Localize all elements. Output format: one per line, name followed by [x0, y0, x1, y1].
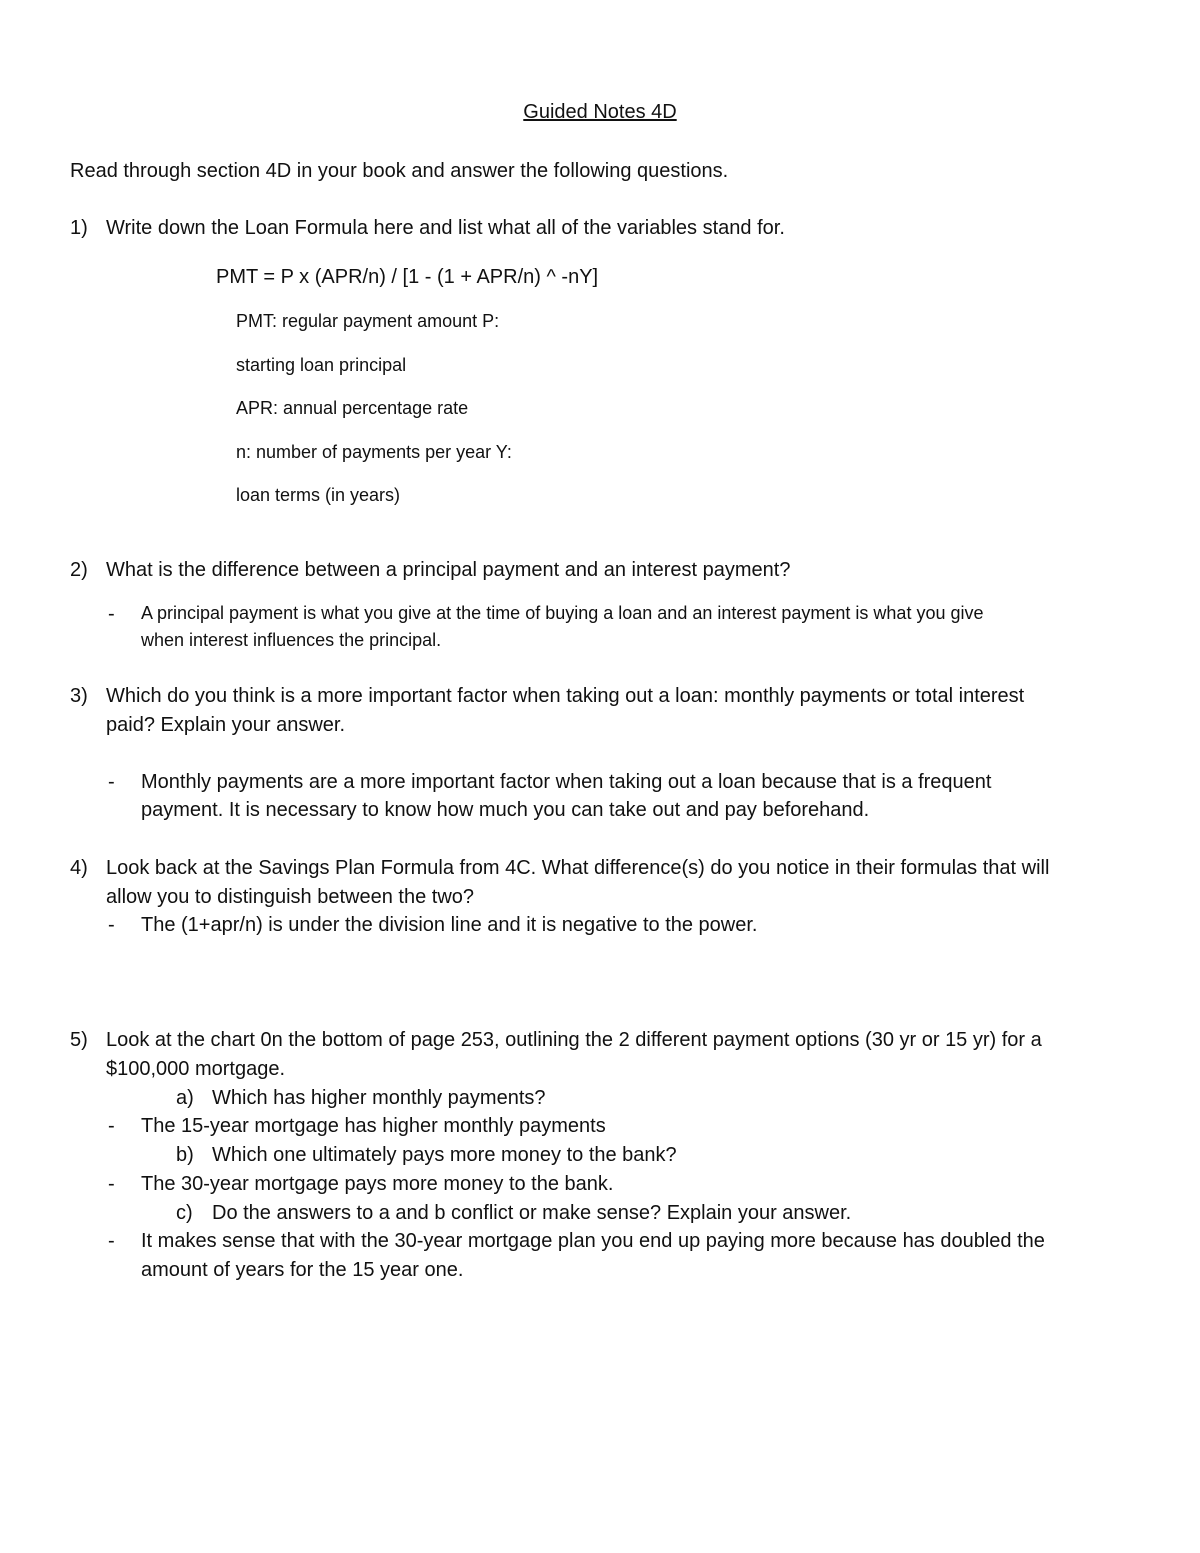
answer-dash: -	[108, 914, 115, 936]
q5-text-line: $100,000 mortgage.	[106, 1058, 286, 1080]
q5b-answer: The 30-year mortgage pays more money to the bank.	[141, 1173, 614, 1195]
q4-answer: The (1+apr/n) is under the division line and it is negative to the power.	[141, 914, 758, 936]
q3-answer-line: Monthly payments are a more important factor when taking out a loan because that is a frequent	[141, 771, 992, 793]
q5b-text: Which one ultimately pays more money to the bank?	[212, 1144, 677, 1166]
variable-line: APR: annual percentage rate	[236, 398, 469, 418]
answer-dash: -	[108, 603, 115, 625]
q2-answer-line: A principal payment is what you give at the time of buying a loan and an interest payment is what you give	[141, 603, 984, 623]
q3-answer-line: payment. It is necessary to know how much you can take out and pay beforehand.	[141, 799, 870, 821]
variable-line: loan terms (in years)	[236, 485, 401, 505]
q5c-label: c)	[176, 1202, 193, 1224]
q4-text-line: Look back at the Savings Plan Formula from 4C. What difference(s) do you notice in their formulas that will	[106, 857, 1050, 879]
q2-number: 2)	[70, 559, 88, 581]
q5-text-line: Look at the chart 0n the bottom of page 253, outlining the 2 different payment options (30 yr or 15 yr) for a	[106, 1029, 1042, 1051]
q1-text: Write down the Loan Formula here and list what all of the variables stand for.	[106, 217, 785, 239]
q1-number: 1)	[70, 217, 88, 239]
answer-dash: -	[108, 1115, 115, 1137]
variable-line: PMT: regular payment amount P:	[236, 311, 500, 331]
q5-number: 5)	[70, 1029, 88, 1051]
q4-number: 4)	[70, 857, 88, 879]
q5c-answer-line: amount of years for the 15 year one.	[141, 1259, 464, 1281]
page-title: Guided Notes 4D	[523, 101, 677, 123]
intro-text: Read through section 4D in your book and answer the following questions.	[70, 160, 729, 182]
q3-number: 3)	[70, 685, 88, 707]
q5a-text: Which has higher monthly payments?	[212, 1087, 546, 1109]
q5c-text: Do the answers to a and b conflict or make sense? Explain your answer.	[212, 1202, 852, 1224]
answer-dash: -	[108, 771, 115, 793]
q2-text: What is the difference between a principal payment and an interest payment?	[106, 559, 791, 581]
variable-line: n: number of payments per year Y:	[236, 442, 512, 462]
q5b-label: b)	[176, 1144, 194, 1166]
q5a-label: a)	[176, 1087, 194, 1109]
q3-text-line: paid? Explain your answer.	[106, 714, 346, 736]
answer-dash: -	[108, 1230, 115, 1252]
loan-formula: PMT = P x (APR/n) / [1 - (1 + APR/n) ^ -nY]	[216, 266, 599, 288]
q2-answer-line: when interest influences the principal.	[141, 630, 442, 650]
q5a-answer: The 15-year mortgage has higher monthly payments	[141, 1115, 606, 1137]
answer-dash: -	[108, 1173, 115, 1195]
q3-text-line: Which do you think is a more important factor when taking out a loan: monthly payments or total interest	[106, 685, 1025, 707]
q4-text-line: allow you to distinguish between the two?	[106, 886, 475, 908]
variable-line: starting loan principal	[236, 355, 407, 375]
q5c-answer-line: It makes sense that with the 30-year mortgage plan you end up paying more because has doubled the	[141, 1230, 1045, 1252]
